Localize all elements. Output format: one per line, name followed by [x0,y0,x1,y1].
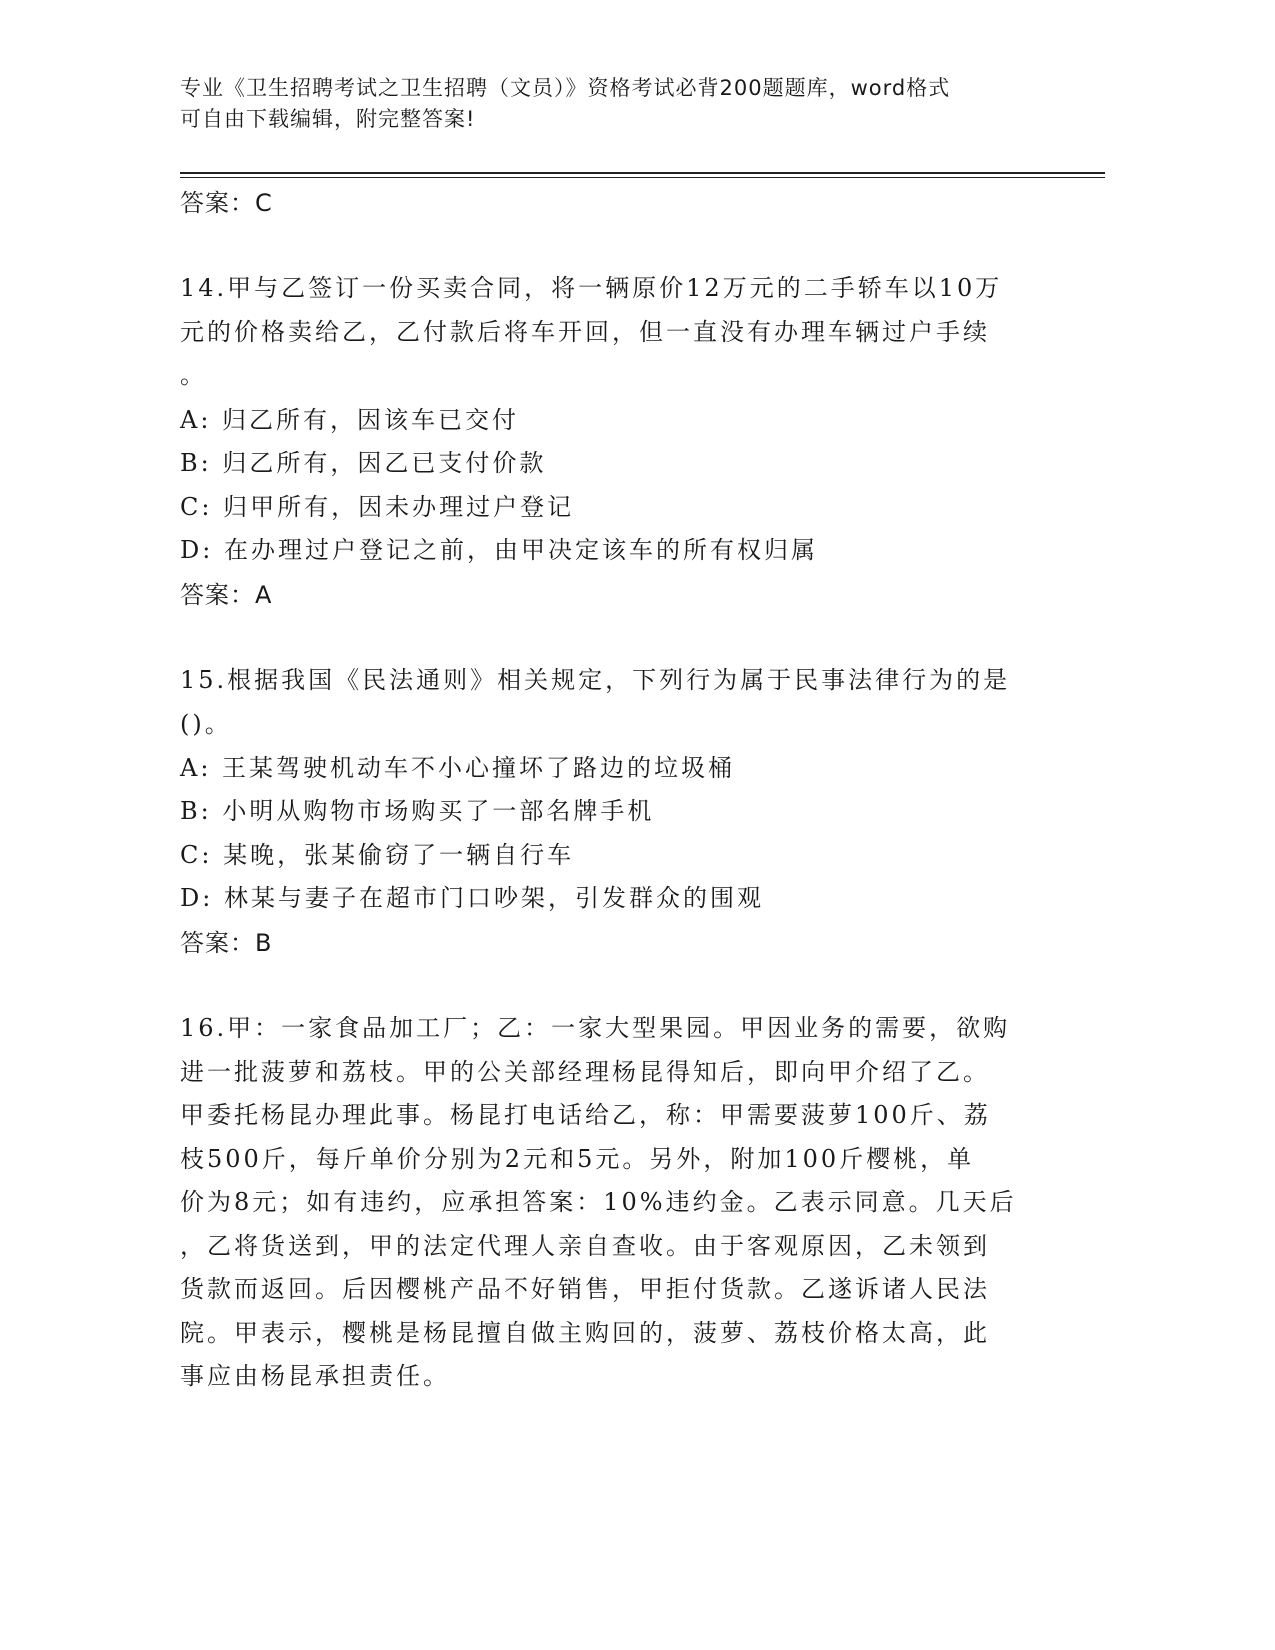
header-line: 专业《卫生招聘考试之卫生招聘（文员）》资格考试必背200题题库，word格式 [180,76,951,100]
question-line: ，乙将货送到，甲的法定代理人亲自查收。由于客观原因，乙未领到 [180,1231,990,1260]
option-d: D: 林某与妻子在超市门口吵架，引发群众的围观 [180,884,764,912]
header-divider-thin [180,177,1105,178]
option-d: D: 在办理过户登记之前，由甲决定该车的所有权归属 [180,536,818,564]
question-line: 16.甲：一家食品加工厂；乙：一家大型果园。甲因业务的需要，欲购 [180,1014,1011,1042]
question-line: 14.甲与乙签订一份买卖合同，将一辆原价12万元的二手轿车以10万 [180,274,1003,302]
option-c: C: 某晚，张某偷窃了一辆自行车 [180,841,575,869]
option-c: C: 归甲所有，因未办理过户登记 [180,493,575,521]
header-line: 可自由下载编辑，附完整答案! [180,107,476,131]
option-b: B: 小明从购物市场购买了一部名牌手机 [180,797,655,825]
question-line: ()。 [180,709,232,738]
question-16 [180,1007,1040,1399]
option-a: A: 归乙所有，因该车已交付 [180,406,520,434]
question-line: 元的价格卖给乙，乙付款后将车开回，但一直没有办理车辆过户手续 [180,317,990,346]
question-line: 枝500斤，每斤单价分别为2元和5元。另外，附加100斤樱桃，单 [180,1144,975,1173]
header-divider [180,172,1105,174]
document-header [180,73,1060,135]
question-line: 价为8元；如有违约，应承担答案：10%违约金。乙表示同意。几天后 [180,1188,1017,1216]
answer-line: 答案：C [180,189,273,217]
option-b: B: 归乙所有，因乙已支付价款 [180,449,547,477]
question-line: 进一批菠萝和荔枝。甲的公关部经理杨昆得知后，即向甲介绍了乙。 [180,1057,990,1086]
question-line: 甲委托杨昆办理此事。杨昆打电话给乙，称：甲需要菠萝100斤、荔 [180,1101,991,1129]
option-a: A: 王某驾驶机动车不小心撞坏了路边的垃圾桶 [180,754,736,782]
question-14 [180,267,1040,398]
question-line: 事应由杨昆承担责任。 [180,1362,450,1390]
question-line: 。 [180,361,207,389]
answer-line: 答案：B [180,929,273,957]
answer-line: 答案：A [180,581,273,609]
question-line: 院。甲表示，樱桃是杨昆擅自做主购回的，菠萝、荔枝价格太高，此 [180,1318,990,1347]
question-15 [180,659,1040,746]
question-line: 15.根据我国《民法通则》相关规定，下列行为属于民事法律行为的是 [180,666,1011,694]
question-line: 货款而返回。后因樱桃产品不好销售，甲拒付货款。乙遂诉诸人民法 [180,1275,990,1303]
